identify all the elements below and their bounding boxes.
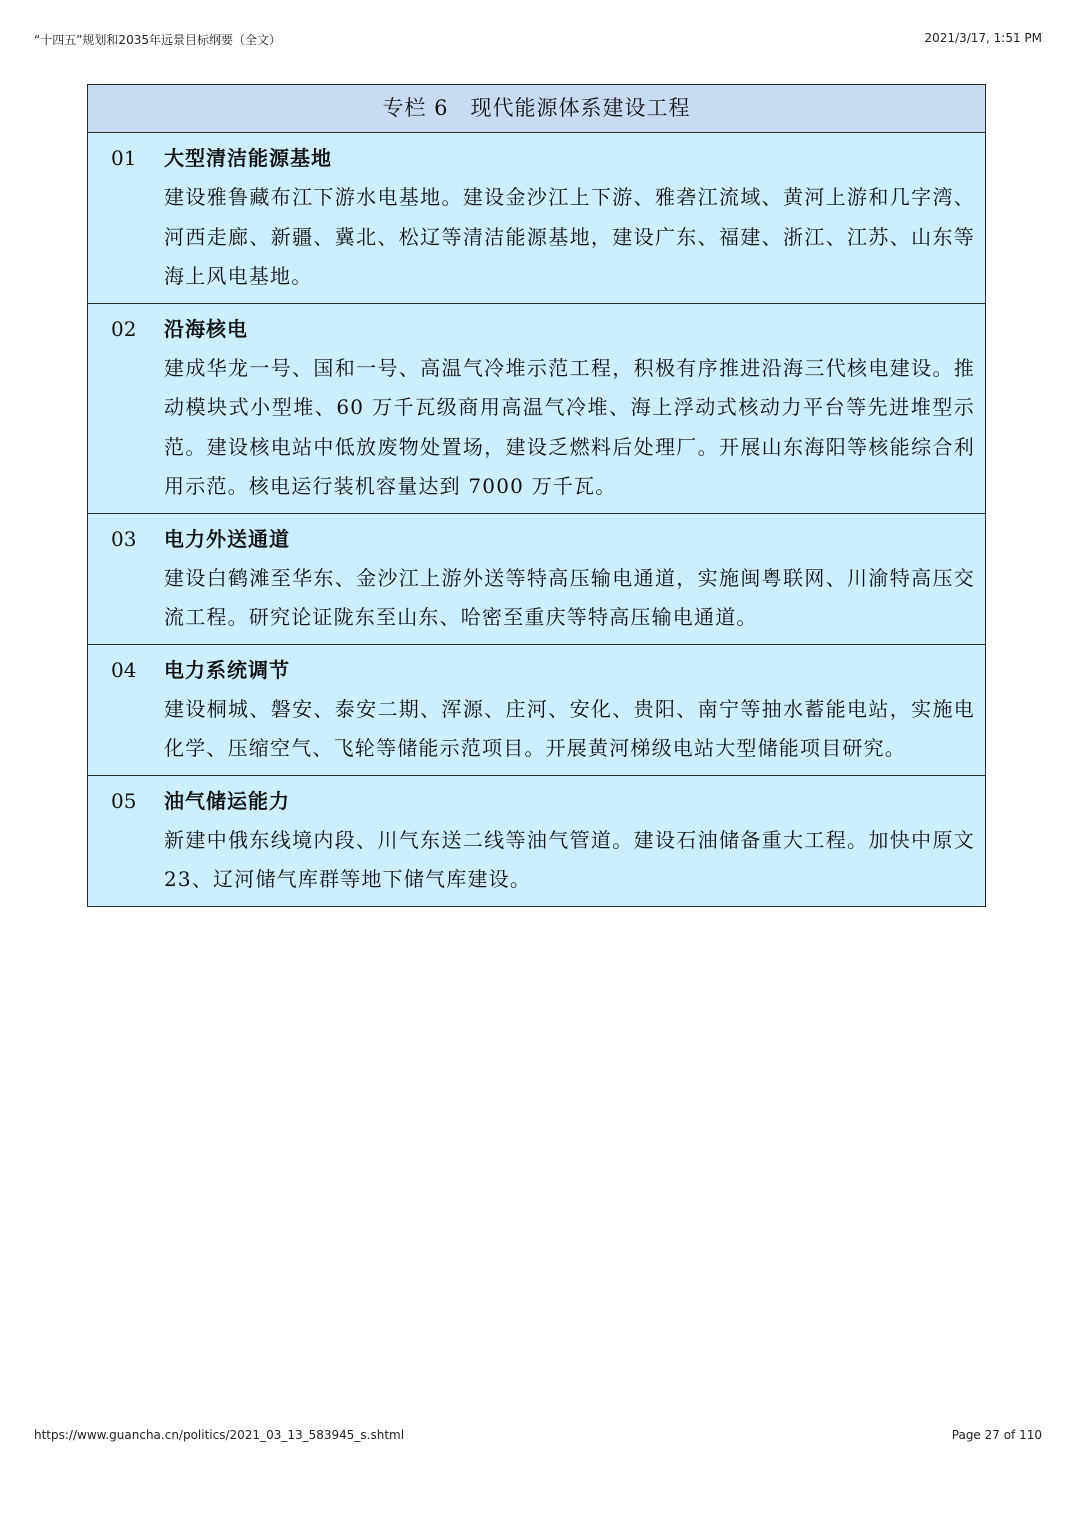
column-box-title: 专栏 6 现代能源体系建设工程 bbox=[88, 85, 985, 133]
page-number: Page 27 of 110 bbox=[951, 1428, 1042, 1442]
column-box-rows bbox=[88, 133, 985, 906]
list-item bbox=[88, 303, 985, 513]
item-number: 05 bbox=[111, 788, 137, 813]
source-url-link[interactable]: https://www.guancha.cn/politics/2021_03_13_583945_s.shtml bbox=[34, 1428, 405, 1442]
item-body: 新建中俄东线境内段、川气东送二线等油气管道。建设石油储备重大工程。加快中原文 23、辽河储气库群等地下储气库建设。 bbox=[164, 827, 975, 891]
list-item bbox=[88, 644, 985, 775]
item-body: 建设白鹤滩至华东、金沙江上游外送等特高压输电通道，实施闽粤联网、川渝特高压交流工程。研究论证陇东至山东、哈密至重庆等特高压输电通道。 bbox=[164, 565, 975, 629]
print-header-timestamp: 2021/3/17, 1:51 PM bbox=[924, 31, 1042, 45]
list-item bbox=[88, 775, 985, 906]
item-body: 建成华龙一号、国和一号、高温气冷堆示范工程，积极有序推进沿海三代核电建设。推动模块式小型堆、60 万千瓦级商用高温气冷堆、海上浮动式核动力平台等先进堆型示范。建设核电站中低放废物处置场，建设乏燃料后处理厂。开展山东海阳等核能综合利用示范。核电运行装机容量达到 7000 万千瓦。 bbox=[164, 355, 975, 498]
print-header-title: “十四五”规划和2035年远景目标纲要（全文） bbox=[34, 33, 281, 47]
list-item bbox=[88, 133, 985, 303]
column-box bbox=[87, 84, 986, 907]
item-body: 建设雅鲁藏布江下游水电基地。建设金沙江上下游、雅砻江流域、黄河上游和几字湾、河西走廊、新疆、冀北、松辽等清洁能源基地，建设广东、福建、浙江、江苏、山东等海上风电基地。 bbox=[164, 185, 975, 288]
item-body: 建设桐城、磐安、泰安二期、浑源、庄河、安化、贵阳、南宁等抽水蓄能电站，实施电化学、压缩空气、飞轮等储能示范项目。开展黄河梯级电站大型储能项目研究。 bbox=[164, 696, 975, 760]
item-number: 04 bbox=[111, 657, 137, 682]
list-item bbox=[88, 513, 985, 644]
item-number: 02 bbox=[111, 316, 137, 341]
item-heading: 沿海核电 bbox=[164, 316, 248, 341]
item-heading: 油气储运能力 bbox=[164, 788, 290, 813]
item-number: 01 bbox=[111, 146, 137, 170]
item-heading: 电力外送通道 bbox=[164, 526, 290, 551]
item-number: 03 bbox=[111, 526, 137, 551]
item-heading: 大型清洁能源基地 bbox=[164, 146, 332, 170]
item-heading: 电力系统调节 bbox=[164, 657, 290, 682]
